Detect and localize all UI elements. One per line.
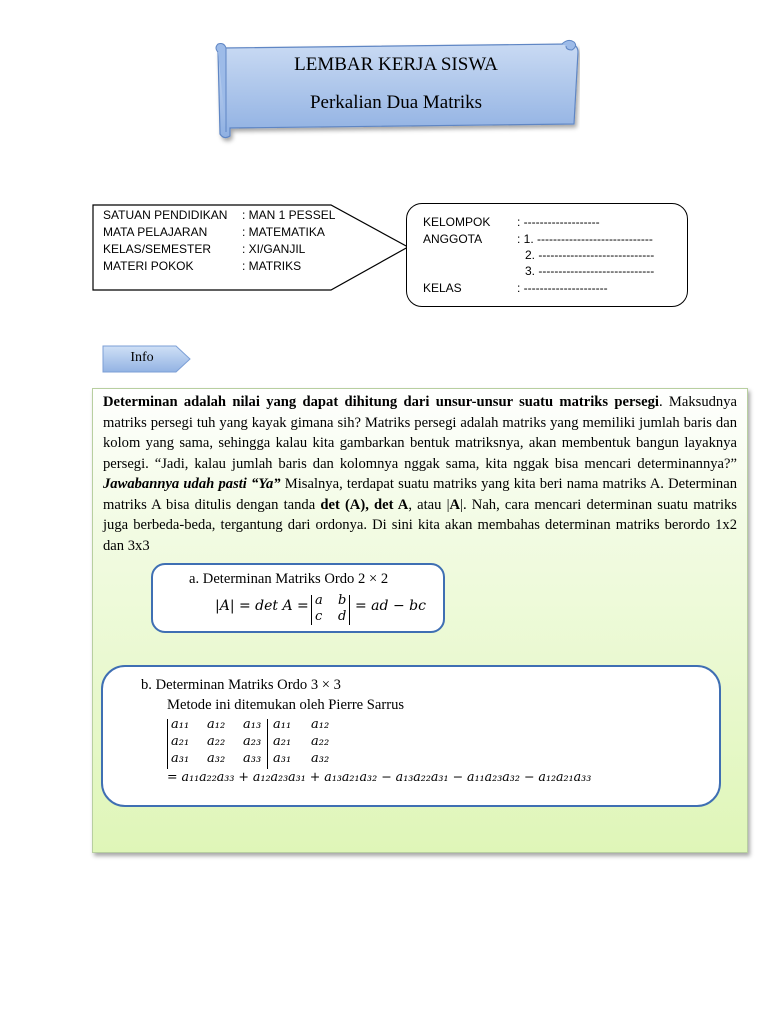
determinant-2x2-box (151, 563, 445, 633)
det-bar-right (267, 719, 268, 769)
paragraph-text: Misalnya, terdapat suatu matriks yang kita beri nama matriks A. Determinan matriks A bisa ditulis dengan tanda (103, 476, 737, 513)
info-panel (92, 388, 748, 853)
group-box (406, 203, 688, 307)
matrix-entry: a₃₃ (243, 751, 262, 766)
scroll-shape (212, 36, 580, 146)
box-b-title: b. Determinan Matriks Ordo 3 × 3 (141, 677, 341, 693)
kelompok-field: : ------------------- (517, 215, 600, 229)
identity-label: MATERI POKOK (103, 259, 194, 273)
matrix-entry: a₂₂ (207, 734, 226, 749)
matrix-entry: a₃₂ (311, 751, 330, 766)
matrix-entry: a₁₃ (243, 717, 262, 732)
matrix-entry: a₃₁ (273, 751, 292, 766)
paragraph-text: , atau | (408, 496, 450, 513)
paragraph-text: |. Nah, cara mencari determinan suatu matriks juga berbeda-beda, tergantung dari ordonya. Di sini kita akan membahas determinan matriks berordo 1x2 dan 3x3 (103, 496, 737, 554)
matrix-entry: a₂₂ (311, 734, 330, 749)
matrix-entry: a₁₁ (273, 717, 292, 732)
paragraph-text: . Maksudnya matriks persegi tuh yang kayak gimana sih? Matriks persegi adalah matriks yang memiliki jumlah baris dan kolom yang sama, sehingga kalau kita gambarkan bentuk matriksnya, akan membentuk bangun layaknya persegi. “Jadi, kalau jumlah baris dan kolomnya nggak sama, kita nggak bisa mencari determinannya?” (103, 394, 737, 472)
worksheet-title: LEMBAR KERJA SISWA (294, 54, 498, 75)
anggota-field-1: : 1. ----------------------------- (517, 232, 653, 246)
identity-value: : MAN 1 PESSEL (242, 208, 336, 222)
det-bar-right (349, 595, 350, 625)
determinant-3x3-box (101, 665, 721, 807)
anggota-field-2: 2. ----------------------------- (525, 248, 655, 262)
box-a-title: a. Determinan Matriks Ordo 2 × 2 (189, 571, 389, 587)
det-lhs: |A| = det A = (215, 598, 309, 614)
matrix-entry: b (338, 593, 347, 608)
matrix-entry: a₂₁ (273, 734, 292, 749)
kelompok-label: KELOMPOK (423, 215, 491, 229)
matrix-entry: c (315, 609, 323, 624)
kelas-field: : --------------------- (517, 281, 608, 295)
identity-value: : MATRIKS (242, 259, 302, 273)
anggota-label: ANGGOTA (423, 232, 483, 246)
title-banner (212, 36, 580, 146)
kelas-label: KELAS (423, 281, 462, 295)
det-bar-left (167, 719, 168, 769)
matrix-entry: a₂₃ (243, 734, 262, 749)
explanation-paragraph (103, 392, 737, 556)
definition-text: Determinan adalah nilai yang dapat dihitung dari unsur-unsur suatu matriks persegi (103, 394, 659, 410)
identity-label: KELAS/SEMESTER (103, 242, 212, 256)
notation-text: det (A), det A (320, 496, 409, 513)
matrix-entry: a₃₂ (207, 751, 226, 766)
matrix-entry: a (315, 593, 323, 608)
det-rhs: = ad − bc (355, 598, 426, 614)
matrix-entry: a₃₁ (171, 751, 190, 766)
matrix-entry: a₁₂ (311, 717, 330, 732)
matrix-entry: a₁₂ (207, 717, 226, 732)
info-tab (102, 345, 192, 373)
notation-a: A (449, 496, 461, 513)
sarrus-formula: = a₁₁a₂₂a₃₃ + a₁₂a₂₃a₃₁ + a₁₃a₂₁a₃₂ − a₁₃a₂₂a₃₁ − a₁₁a₂₃a₃₂ − a₁₂a₂₁a₃₃ (167, 769, 592, 784)
matrix-entry: a₁₁ (171, 717, 190, 732)
identity-box (92, 204, 410, 292)
identity-label: SATUAN PENDIDIKAN (103, 208, 228, 222)
sarrus-note: Metode ini ditemukan oleh Pierre Sarrus (167, 697, 405, 713)
info-label: Info (130, 350, 154, 365)
identity-value: : MATEMATIKA (242, 225, 325, 239)
matrix-entry: a₂₁ (171, 734, 190, 749)
anggota-field-3: 3. ----------------------------- (525, 264, 655, 278)
identity-label: MATA PELAJARAN (103, 225, 208, 239)
answer-text: Jawabannya udah pasti “Ya” (103, 476, 281, 492)
matrix-entry: d (338, 609, 347, 624)
identity-value: : XI/GANJIL (242, 242, 306, 256)
worksheet-subtitle: Perkalian Dua Matriks (309, 92, 482, 113)
det-bar-left (311, 595, 312, 625)
